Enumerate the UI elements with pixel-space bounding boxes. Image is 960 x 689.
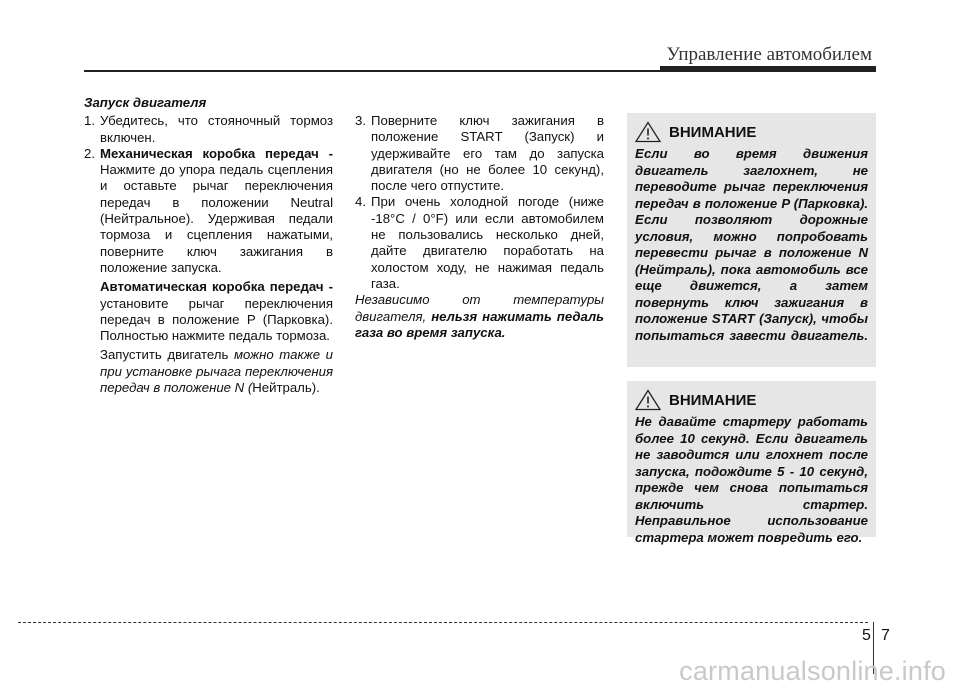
start-note-end: Нейтраль). [252, 380, 320, 396]
warning-text: Если во время движения двигатель заглохнет, не переводите рычаг переключения передач в положение P (Парковка). Если позволяют дорожные условия, можно попробовать перевести рычаг в положение N (Нейтраль), пока автомобиль все еще движется, а затем повернуть ключ зажигания в положение START (Запуск), чтобы попытаться завести двигатель. [635, 146, 868, 343]
auto-gearbox-paragraph [84, 279, 333, 344]
step-text: Поверните ключ зажигания в положение START (Запуск) и удерживайте его там до запуска двигателя (но не более 10 секунд), после чего отпустите. [371, 113, 604, 194]
chapter-number: 5 [862, 627, 871, 644]
warning-triangle-icon [635, 121, 661, 143]
step-2 [84, 146, 333, 276]
temperature-note [355, 292, 604, 341]
start-note-italic: можно также и при установке рычага переключения передач в положение N ( [100, 347, 333, 396]
step-number: 1. [84, 113, 95, 129]
warning-header [627, 381, 876, 411]
warning-triangle-icon [635, 389, 661, 411]
step-number: 2. [84, 145, 95, 161]
auto-gearbox-label: Автоматическая коробка передач - [100, 279, 333, 295]
step-1 [84, 113, 333, 146]
start-note-normal: Запустить двигатель [100, 347, 229, 363]
step-number: 4. [355, 194, 366, 210]
footer-dashed-line [18, 622, 868, 623]
step-text [100, 146, 333, 276]
header-title: Управление автомобилем [666, 44, 872, 65]
manual-gearbox-label: Механическая коробка передач - [100, 145, 333, 161]
page-number: 7 [881, 627, 890, 644]
temperature-note-italic: Независимо от температуры двигателя, [355, 292, 604, 324]
warning-box-stall [627, 113, 876, 367]
manual-gearbox-text: Нажмите до упора педаль сцепления и оставьте рычаг переключения передач в положении Neutral (Нейтральное). Удерживая педали тормоза и сцепления нажатыми, поверните ключ зажигания в положение запуска. [100, 162, 333, 275]
section-title: Запуск двигателя [84, 95, 207, 110]
middle-column [355, 113, 604, 341]
step-text: Убедитесь, что стояночный тормоз включен. [100, 113, 333, 145]
step-3 [355, 113, 604, 194]
warning-title: ВНИМАНИЕ [669, 391, 757, 409]
step-text: При очень холодной погоде (ниже -18°C / 0°F) или если автомобилем не пользовались несколько дней, дайте двигателю поработать на холостом ходу, не нажимая педаль газа. [371, 194, 604, 291]
warning-header [627, 113, 876, 143]
temperature-note-bold: нельзя нажимать педаль газа во время запуска. [355, 308, 604, 340]
start-note-paragraph [84, 347, 333, 396]
left-column [84, 95, 333, 396]
step-4 [355, 194, 604, 292]
step-number: 3. [355, 113, 366, 128]
warning-text: Не давайте стартеру работать более 10 секунд. Если двигатель не заводится или глохнет после запуска, подождите 5 - 10 секунд, прежде чем снова попытаться включить стартер. Неправильное использование стартера может повредить его. [635, 414, 868, 545]
watermark: carmanualsonline.info [679, 656, 946, 686]
warning-box-starter [627, 381, 876, 545]
warning-title: ВНИМАНИЕ [669, 123, 757, 141]
auto-gearbox-text: установите рычаг переключения передач в положение P (Парковка). Полностью нажмите педаль тормоза. [100, 295, 333, 344]
header-bar [660, 66, 876, 72]
